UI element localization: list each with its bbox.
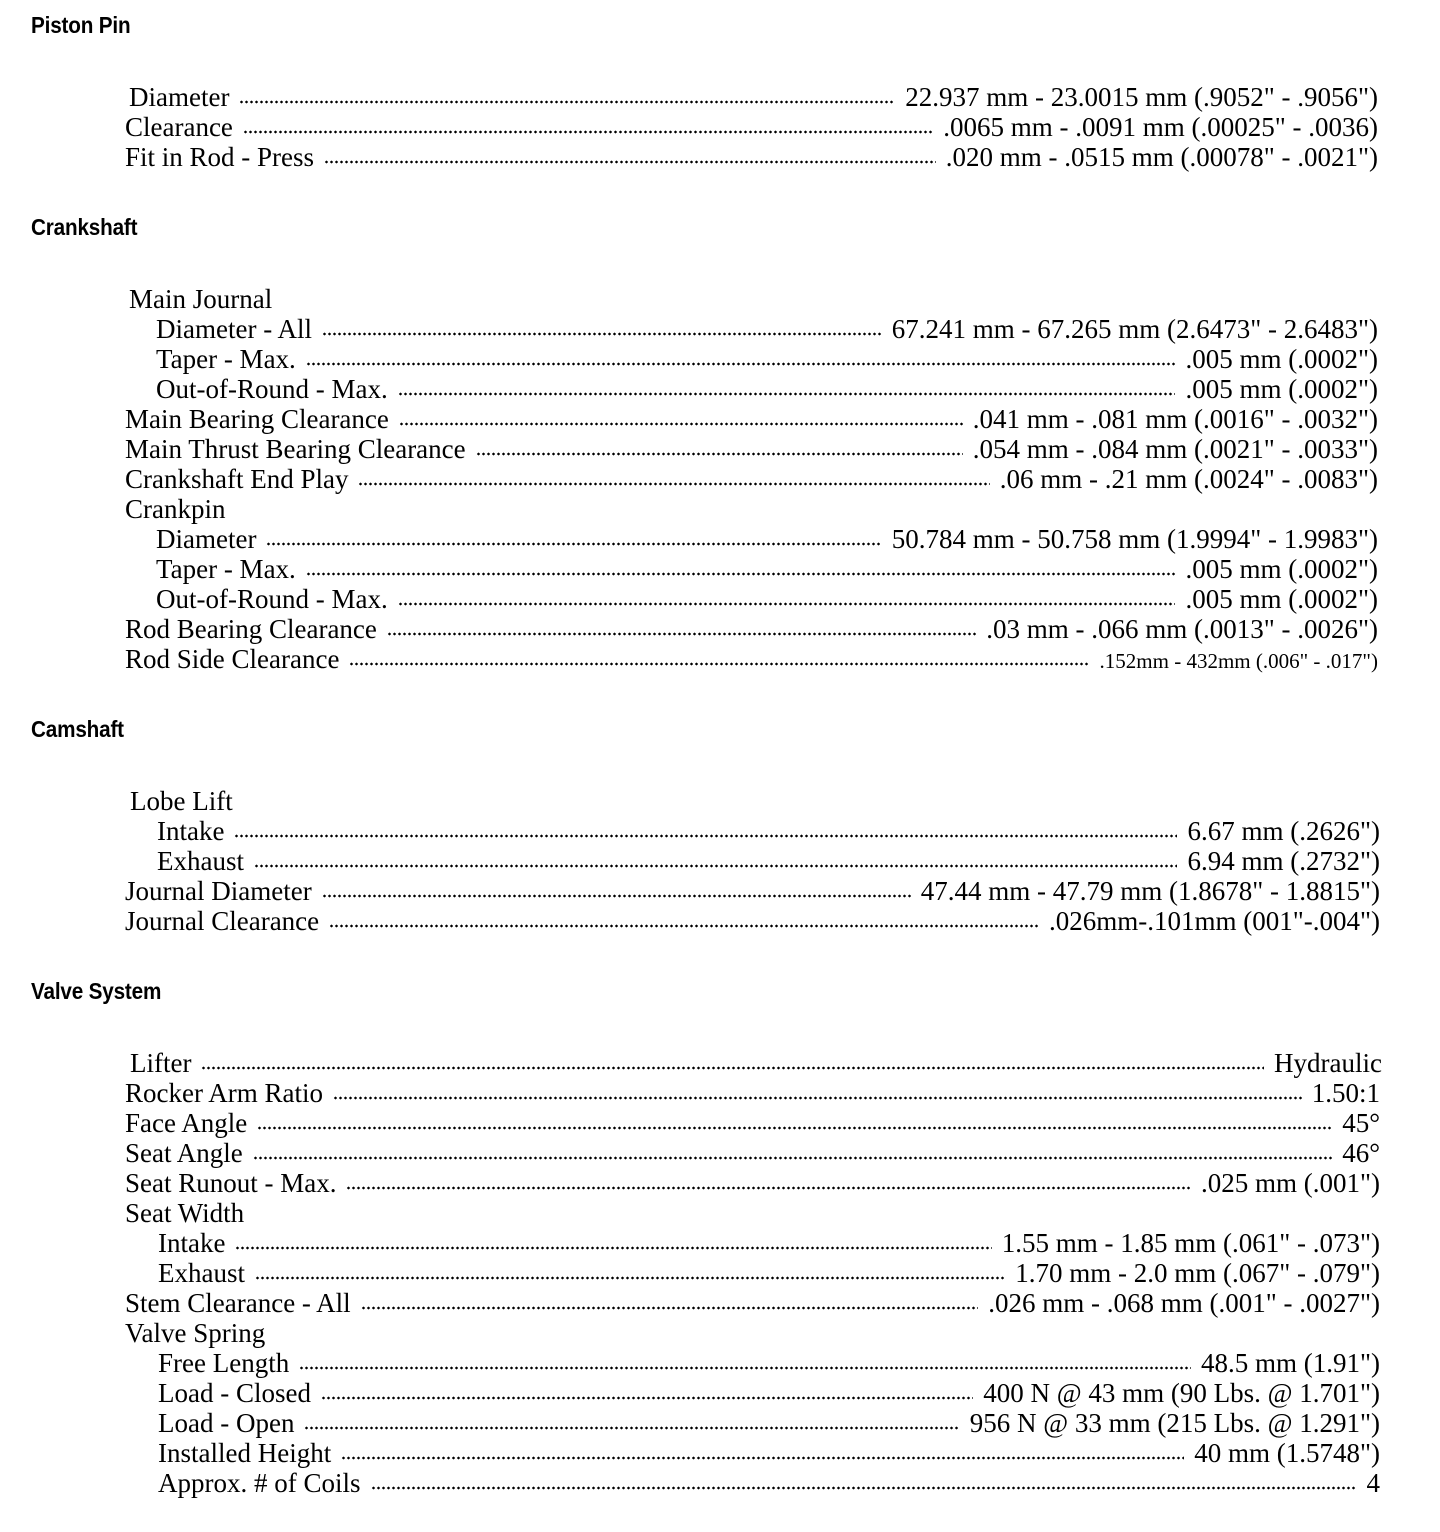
dot-leader <box>358 482 989 486</box>
spec-value: 22.937 mm - 23.0015 mm (.9052" - .9056") <box>905 82 1378 112</box>
spec-label: Journal Clearance <box>125 906 320 936</box>
spec-row <box>0 876 1440 906</box>
spec-label: Diameter - All <box>156 314 312 344</box>
spec-label: Journal Diameter <box>125 876 312 906</box>
spec-label: Seat Runout - Max. <box>125 1168 337 1198</box>
spec-label: Rod Side Clearance <box>125 644 340 674</box>
spec-value: 40 mm (1.5748") <box>1194 1438 1380 1468</box>
spec-row <box>0 584 1440 614</box>
spec-label: Lifter <box>130 1048 192 1078</box>
spec-value: 46° <box>1342 1138 1380 1168</box>
spec-value: Hydraulic <box>1274 1048 1382 1078</box>
spec-label: Installed Height <box>158 1438 332 1468</box>
spec-label: Diameter <box>129 82 230 112</box>
spec-row <box>0 816 1440 846</box>
spec-label: Main Bearing Clearance <box>125 404 389 434</box>
spec-value: 400 N @ 43 mm (90 Lbs. @ 1.701") <box>983 1378 1380 1408</box>
spec-value: 50.784 mm - 50.758 mm (1.9994" - 1.9983") <box>891 524 1378 554</box>
dot-leader <box>476 452 963 456</box>
dot-leader <box>329 924 1039 928</box>
spec-value: 47.44 mm - 47.79 mm (1.8678" - 1.8815") <box>920 876 1380 906</box>
spec-subheading <box>0 494 1440 524</box>
spec-subheading <box>0 1198 1440 1228</box>
spec-subheading <box>0 786 1440 816</box>
spec-row <box>0 1288 1440 1318</box>
dot-leader <box>361 1306 979 1310</box>
dot-leader <box>243 130 933 134</box>
spec-value: .152mm - 432mm (.006" - .017") <box>1099 649 1378 673</box>
spec-row <box>0 112 1440 142</box>
dot-leader <box>398 602 1176 606</box>
spec-label: Main Journal <box>129 284 273 314</box>
spec-label: Crankpin <box>125 494 226 524</box>
spec-value: .0065 mm - .0091 mm (.00025" - .0036) <box>943 112 1378 142</box>
dot-leader <box>398 392 1176 396</box>
spec-label: Taper - Max. <box>156 554 296 584</box>
section-title-valve-system: Valve System <box>31 978 162 1004</box>
spec-label: Intake <box>158 1228 226 1258</box>
spec-label: Rocker Arm Ratio <box>125 1078 323 1108</box>
spec-label: Approx. # of Coils <box>158 1468 361 1498</box>
spec-row <box>0 1078 1440 1108</box>
spec-label: Fit in Rod - Press <box>125 142 315 172</box>
spec-label: Stem Clearance - All <box>125 1288 351 1318</box>
dot-leader <box>341 1456 1184 1460</box>
spec-label: Crankshaft End Play <box>125 464 349 494</box>
spec-row <box>0 1468 1440 1498</box>
spec-value: .054 mm - .084 mm (.0021" - .0033") <box>972 434 1378 464</box>
spec-subheading <box>0 284 1440 314</box>
dot-leader <box>322 332 882 336</box>
section-title-crankshaft: Crankshaft <box>31 214 138 240</box>
spec-value: 4 <box>1366 1468 1380 1498</box>
spec-label: Load - Closed <box>158 1378 311 1408</box>
spec-label: Valve Spring <box>125 1318 266 1348</box>
dot-leader <box>257 1126 1332 1130</box>
spec-value: .026mm-.101mm (001"-.004") <box>1048 906 1380 936</box>
spec-value: .005 mm (.0002") <box>1185 584 1378 614</box>
spec-value: 67.241 mm - 67.265 mm (2.6473" - 2.6483") <box>891 314 1378 344</box>
dot-leader <box>349 662 1089 666</box>
spec-row <box>0 1228 1440 1258</box>
spec-value: .06 mm - .21 mm (.0024" - .0083") <box>999 464 1378 494</box>
spec-value: 1.50:1 <box>1311 1078 1380 1108</box>
spec-row <box>0 1108 1440 1138</box>
spec-row <box>0 644 1440 674</box>
spec-value: 48.5 mm (1.91") <box>1200 1348 1380 1378</box>
dot-leader <box>322 894 911 898</box>
spec-value: 1.70 mm - 2.0 mm (.067" - .079") <box>1015 1258 1380 1288</box>
spec-label: Rod Bearing Clearance <box>125 614 377 644</box>
spec-value: 6.67 mm (.2626") <box>1187 816 1380 846</box>
spec-row <box>0 1258 1440 1288</box>
dot-leader <box>306 362 1176 366</box>
spec-row <box>0 464 1440 494</box>
spec-value: 6.94 mm (.2732") <box>1187 846 1380 876</box>
spec-row <box>0 374 1440 404</box>
spec-value: .005 mm (.0002") <box>1185 344 1378 374</box>
spec-value: .005 mm (.0002") <box>1185 374 1378 404</box>
dot-leader <box>253 1156 1332 1160</box>
spec-row <box>0 434 1440 464</box>
section-title-piston-pin: Piston Pin <box>31 12 131 38</box>
spec-row <box>0 82 1440 112</box>
spec-value: 45° <box>1342 1108 1380 1138</box>
spec-label: Main Thrust Bearing Clearance <box>125 434 466 464</box>
spec-row <box>0 142 1440 172</box>
spec-row <box>0 1138 1440 1168</box>
spec-row <box>0 404 1440 434</box>
spec-label: Out-of-Round - Max. <box>156 584 388 614</box>
dot-leader <box>255 1276 1005 1280</box>
dot-leader <box>234 834 1177 838</box>
spec-row <box>0 1408 1440 1438</box>
dot-leader <box>399 422 963 426</box>
spec-value: .026 mm - .068 mm (.001" - .0027") <box>988 1288 1380 1318</box>
spec-label: Seat Angle <box>125 1138 243 1168</box>
spec-value: .005 mm (.0002") <box>1185 554 1378 584</box>
spec-label: Out-of-Round - Max. <box>156 374 388 404</box>
dot-leader <box>324 160 936 164</box>
spec-row <box>0 1168 1440 1198</box>
dot-leader <box>371 1486 1357 1490</box>
spec-subheading <box>0 1318 1440 1348</box>
spec-row <box>0 846 1440 876</box>
spec-row <box>0 524 1440 554</box>
spec-row <box>0 554 1440 584</box>
spec-label: Load - Open <box>158 1408 295 1438</box>
dot-leader <box>266 542 881 546</box>
spec-row <box>0 906 1440 936</box>
spec-value: .025 mm (.001") <box>1200 1168 1380 1198</box>
dot-leader <box>235 1246 991 1250</box>
spec-row <box>0 614 1440 644</box>
spec-value: .020 mm - .0515 mm (.00078" - .0021") <box>945 142 1378 172</box>
dot-leader <box>201 1066 1264 1070</box>
spec-label: Diameter <box>156 524 257 554</box>
spec-label: Free Length <box>158 1348 290 1378</box>
spec-row <box>0 344 1440 374</box>
spec-label: Clearance <box>125 112 233 142</box>
spec-label: Exhaust <box>158 1258 245 1288</box>
dot-leader <box>299 1366 1191 1370</box>
spec-row <box>0 314 1440 344</box>
dot-leader <box>321 1396 973 1400</box>
dot-leader <box>304 1426 959 1430</box>
dot-leader <box>346 1186 1191 1190</box>
spec-value: 1.55 mm - 1.85 mm (.061" - .073") <box>1001 1228 1380 1258</box>
spec-label: Seat Width <box>125 1198 245 1228</box>
spec-label: Lobe Lift <box>130 786 233 816</box>
dot-leader <box>306 572 1176 576</box>
spec-value: 956 N @ 33 mm (215 Lbs. @ 1.291") <box>969 1408 1380 1438</box>
spec-label: Intake <box>157 816 225 846</box>
spec-row <box>0 1348 1440 1378</box>
spec-value: .03 mm - .066 mm (.0013" - .0026") <box>986 614 1378 644</box>
spec-label: Face Angle <box>125 1108 248 1138</box>
dot-leader <box>239 100 895 104</box>
spec-row <box>0 1048 1440 1078</box>
dot-leader <box>387 632 976 636</box>
spec-row <box>0 1378 1440 1408</box>
spec-label: Exhaust <box>157 846 244 876</box>
spec-value: .041 mm - .081 mm (.0016" - .0032") <box>972 404 1378 434</box>
dot-leader <box>333 1096 1302 1100</box>
spec-label: Taper - Max. <box>156 344 296 374</box>
spec-row <box>0 1438 1440 1468</box>
section-title-camshaft: Camshaft <box>31 716 124 742</box>
dot-leader <box>254 864 1177 868</box>
